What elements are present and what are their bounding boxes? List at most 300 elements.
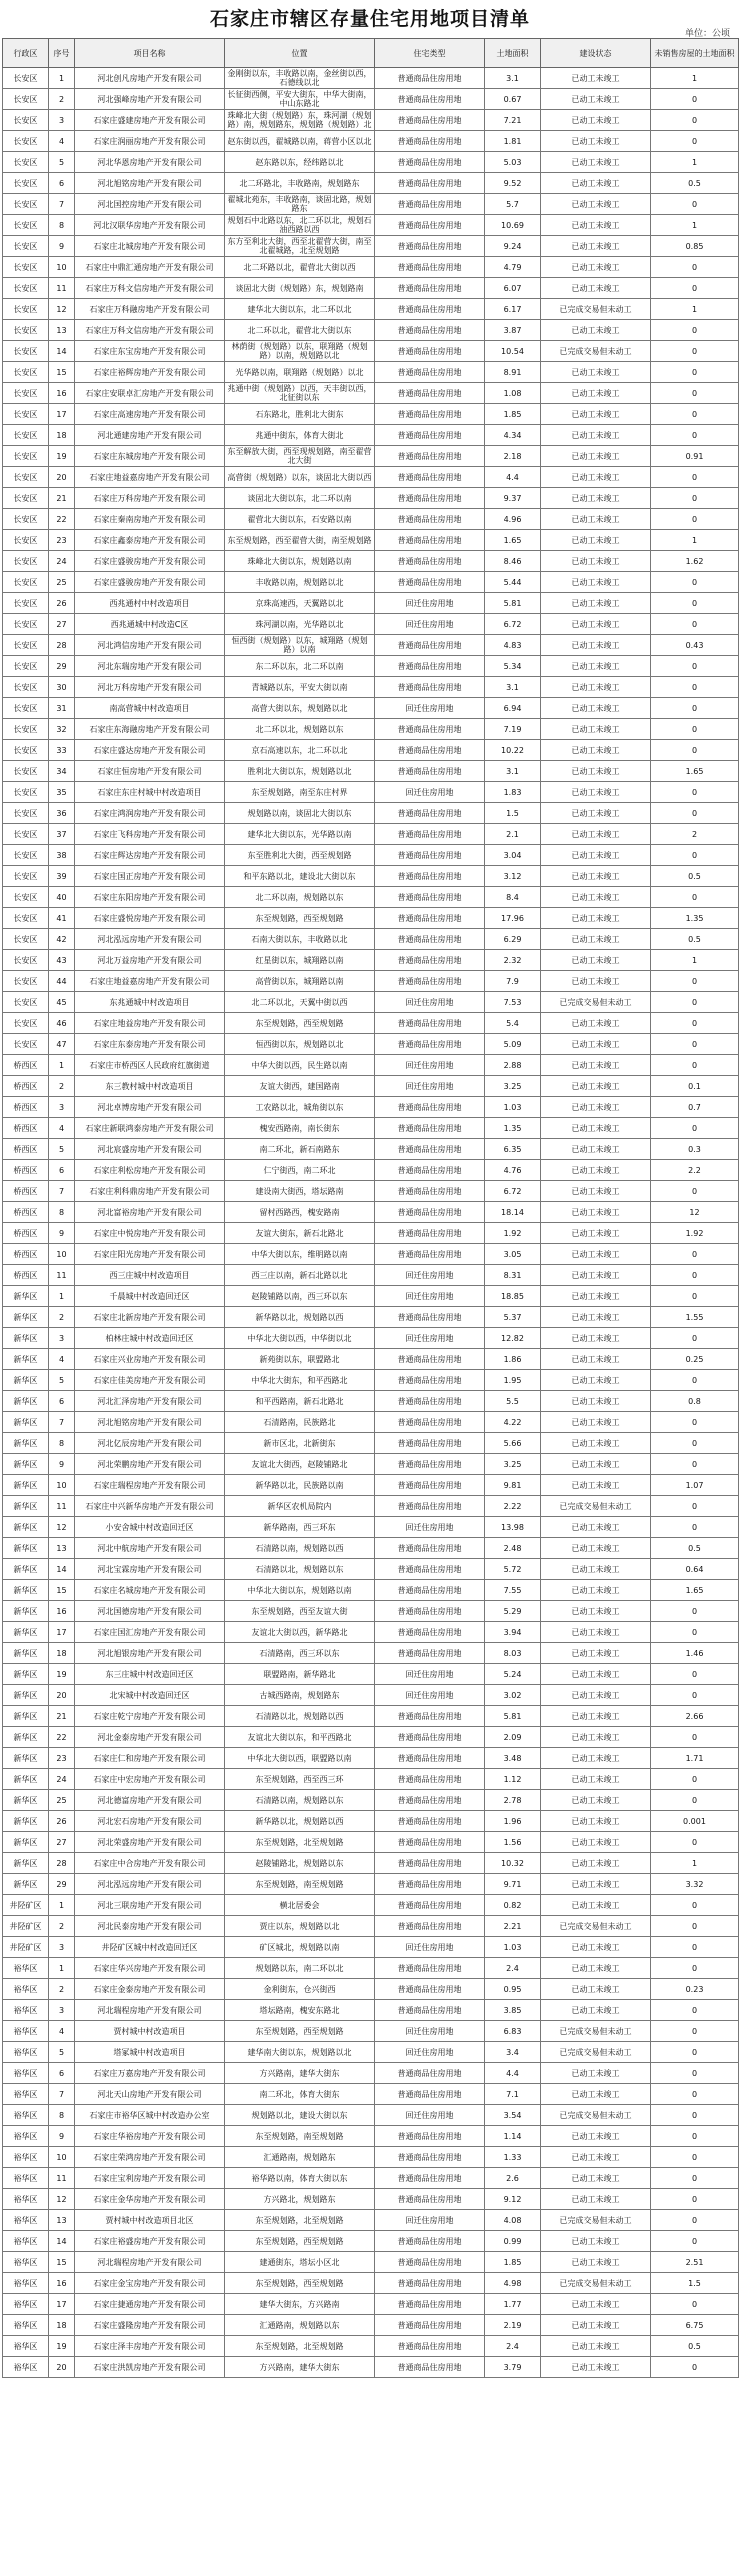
cell-housing-type: 普通商品住房用地 <box>375 1811 485 1832</box>
cell-location: 古城西路南，规划路东 <box>225 1685 375 1706</box>
cell-location: 中华北大街东，和平西路北 <box>225 1370 375 1391</box>
table-row <box>3 1307 739 1328</box>
cell-index: 32 <box>49 719 75 740</box>
cell-build-status: 已动工未竣工 <box>541 2189 651 2210</box>
cell-housing-type: 普通商品住房用地 <box>375 1181 485 1202</box>
cell-index: 44 <box>49 971 75 992</box>
cell-build-status: 已动工未竣工 <box>541 1223 651 1244</box>
cell-build-status: 已动工未竣工 <box>541 1034 651 1055</box>
cell-housing-type: 普通商品住房用地 <box>375 362 485 383</box>
cell-housing-type: 普通商品住房用地 <box>375 131 485 152</box>
cell-district: 长安区 <box>3 173 49 194</box>
table-row <box>3 740 739 761</box>
cell-build-status: 已动工未竣工 <box>541 1727 651 1748</box>
cell-location: 东至规划路，南至规划路 <box>225 2126 375 2147</box>
cell-project-name: 石家庄名城房地产开发有限公司 <box>75 1580 225 1601</box>
cell-district: 长安区 <box>3 950 49 971</box>
cell-build-status: 已动工未竣工 <box>541 551 651 572</box>
cell-build-status: 已动工未竣工 <box>541 467 651 488</box>
cell-housing-type: 普通商品住房用地 <box>375 1391 485 1412</box>
cell-location: 东至规划路，西至规划路 <box>225 908 375 929</box>
cell-unsold-area: 0 <box>651 971 739 992</box>
cell-unsold-area: 0 <box>651 278 739 299</box>
cell-build-status: 已动工未竣工 <box>541 89 651 110</box>
cell-project-name: 石家庄安联卓汇房地产开发有限公司 <box>75 383 225 404</box>
cell-housing-type: 普通商品住房用地 <box>375 1979 485 2000</box>
cell-project-name: 南高营城中村改造项目 <box>75 698 225 719</box>
cell-unsold-area: 0.7 <box>651 1097 739 1118</box>
cell-unsold-area: 0.64 <box>651 1559 739 1580</box>
cell-index: 25 <box>49 1790 75 1811</box>
table-row <box>3 110 739 131</box>
cell-unsold-area: 0 <box>651 1895 739 1916</box>
cell-housing-type: 普通商品住房用地 <box>375 215 485 236</box>
table-row <box>3 698 739 719</box>
cell-housing-type: 普通商品住房用地 <box>375 1916 485 1937</box>
cell-index: 38 <box>49 845 75 866</box>
table-row <box>3 2252 739 2273</box>
cell-district: 新华区 <box>3 1391 49 1412</box>
cell-project-name: 石家庄地益嘉房地产开发有限公司 <box>75 971 225 992</box>
cell-unsold-area: 0 <box>651 677 739 698</box>
cell-housing-type: 普通商品住房用地 <box>375 2147 485 2168</box>
cell-project-name: 石家庄盛达房地产开发有限公司 <box>75 740 225 761</box>
cell-district: 长安区 <box>3 530 49 551</box>
cell-unsold-area: 1.55 <box>651 1307 739 1328</box>
cell-build-status: 已动工未竣工 <box>541 782 651 803</box>
cell-unsold-area: 0 <box>651 2105 739 2126</box>
cell-land-area: 6.83 <box>485 2021 541 2042</box>
cell-land-area: 3.1 <box>485 761 541 782</box>
cell-district: 裕华区 <box>3 2294 49 2315</box>
cell-land-area: 8.4 <box>485 887 541 908</box>
cell-index: 2 <box>49 1979 75 2000</box>
cell-housing-type: 普通商品住房用地 <box>375 761 485 782</box>
cell-project-name: 河北强峰房地产开发有限公司 <box>75 89 225 110</box>
cell-index: 12 <box>49 2189 75 2210</box>
cell-unsold-area: 0 <box>651 2147 739 2168</box>
cell-district: 新华区 <box>3 1286 49 1307</box>
cell-unsold-area: 0.1 <box>651 1076 739 1097</box>
cell-project-name: 河北鸿信房地产开发有限公司 <box>75 635 225 656</box>
cell-build-status: 已动工未竣工 <box>541 2147 651 2168</box>
cell-location: 规划路以东，南二环以北 <box>225 1958 375 1979</box>
cell-project-name: 石家庄恒房地产开发有限公司 <box>75 761 225 782</box>
cell-build-status: 已动工未竣工 <box>541 761 651 782</box>
cell-land-area: 1.56 <box>485 1832 541 1853</box>
cell-land-area: 6.94 <box>485 698 541 719</box>
cell-land-area: 0.99 <box>485 2231 541 2252</box>
cell-index: 9 <box>49 2126 75 2147</box>
cell-location: 方兴路北，规划路东 <box>225 2189 375 2210</box>
cell-index: 2 <box>49 1307 75 1328</box>
cell-location: 高营街（规划路）以东，谈固北大街以西 <box>225 467 375 488</box>
cell-location: 谈固北大街（规划路）东，规划路南 <box>225 278 375 299</box>
cell-unsold-area: 0.3 <box>651 1139 739 1160</box>
cell-location: 工农路以北，城角街以东 <box>225 1097 375 1118</box>
cell-build-status: 已动工未竣工 <box>541 509 651 530</box>
cell-district: 长安区 <box>3 929 49 950</box>
cell-housing-type: 回迁住房用地 <box>375 1685 485 1706</box>
cell-index: 22 <box>49 1727 75 1748</box>
cell-index: 10 <box>49 257 75 278</box>
cell-index: 5 <box>49 2042 75 2063</box>
cell-land-area: 5.66 <box>485 1433 541 1454</box>
cell-project-name: 石家庄盛建房地产开发有限公司 <box>75 110 225 131</box>
table-row <box>3 1097 739 1118</box>
cell-housing-type: 普通商品住房用地 <box>375 1223 485 1244</box>
cell-land-area: 1.85 <box>485 2252 541 2273</box>
cell-project-name: 石家庄鑫泰房地产开发有限公司 <box>75 530 225 551</box>
cell-project-name: 西三庄城中村改造项目 <box>75 1265 225 1286</box>
table-row <box>3 1265 739 1286</box>
cell-project-name: 石家庄中悦房地产开发有限公司 <box>75 1223 225 1244</box>
cell-index: 26 <box>49 593 75 614</box>
table-row <box>3 1643 739 1664</box>
table-row <box>3 1118 739 1139</box>
cell-land-area: 4.34 <box>485 425 541 446</box>
cell-build-status: 已动工未竣工 <box>541 68 651 89</box>
cell-land-area: 0.67 <box>485 89 541 110</box>
cell-unsold-area: 0 <box>651 2084 739 2105</box>
cell-project-name: 石家庄万嘉房地产开发有限公司 <box>75 2063 225 2084</box>
cell-build-status: 已动工未竣工 <box>541 488 651 509</box>
cell-index: 45 <box>49 992 75 1013</box>
table-row <box>3 1622 739 1643</box>
cell-housing-type: 普通商品住房用地 <box>375 2315 485 2336</box>
cell-project-name: 石家庄瑞程房地产开发有限公司 <box>75 1475 225 1496</box>
cell-index: 8 <box>49 1202 75 1223</box>
cell-housing-type: 普通商品住房用地 <box>375 887 485 908</box>
cell-housing-type: 普通商品住房用地 <box>375 2336 485 2357</box>
cell-index: 7 <box>49 2084 75 2105</box>
cell-unsold-area: 0 <box>651 1244 739 1265</box>
cell-build-status: 已动工未竣工 <box>541 2063 651 2084</box>
cell-district: 裕华区 <box>3 2189 49 2210</box>
cell-district: 长安区 <box>3 299 49 320</box>
cell-unsold-area: 0 <box>651 467 739 488</box>
cell-district: 长安区 <box>3 782 49 803</box>
cell-index: 24 <box>49 1769 75 1790</box>
cell-project-name: 石家庄金华房地产开发有限公司 <box>75 2189 225 2210</box>
cell-project-name: 河北德富房地产开发有限公司 <box>75 1790 225 1811</box>
cell-land-area: 5.09 <box>485 1034 541 1055</box>
cell-unsold-area: 0.91 <box>651 446 739 467</box>
cell-project-name: 石家庄洪凯房地产开发有限公司 <box>75 2357 225 2378</box>
cell-district: 井陉矿区 <box>3 1937 49 1958</box>
cell-index: 17 <box>49 404 75 425</box>
cell-land-area: 3.54 <box>485 2105 541 2126</box>
header-land-area: 土地面积 <box>485 39 541 68</box>
cell-build-status: 已动工未竣工 <box>541 2252 651 2273</box>
cell-district: 裕华区 <box>3 2000 49 2021</box>
cell-housing-type: 回迁住房用地 <box>375 2042 485 2063</box>
cell-build-status: 已动工未竣工 <box>541 1664 651 1685</box>
cell-index: 13 <box>49 1538 75 1559</box>
cell-unsold-area: 0 <box>651 1685 739 1706</box>
cell-index: 27 <box>49 614 75 635</box>
cell-location: 林荫街（规划路）以东，联翔路（规划路）以南，规划路以北 <box>225 341 375 362</box>
cell-unsold-area: 0 <box>651 320 739 341</box>
cell-housing-type: 普通商品住房用地 <box>375 1643 485 1664</box>
cell-project-name: 石家庄国正房地产开发有限公司 <box>75 866 225 887</box>
table-row <box>3 1328 739 1349</box>
cell-location: 石东路北，胜利北大街东 <box>225 404 375 425</box>
cell-unsold-area: 0 <box>651 110 739 131</box>
cell-location: 东二环以东，北二环以南 <box>225 656 375 677</box>
cell-district: 长安区 <box>3 1013 49 1034</box>
cell-unsold-area: 0 <box>651 425 739 446</box>
table-row <box>3 1013 739 1034</box>
cell-location: 翟城北苑东，丰收路南，谈固北路，规划路东 <box>225 194 375 215</box>
cell-housing-type: 普通商品住房用地 <box>375 320 485 341</box>
table-row <box>3 362 739 383</box>
cell-district: 新华区 <box>3 1517 49 1538</box>
cell-project-name: 石家庄中宏房地产开发有限公司 <box>75 1769 225 1790</box>
cell-housing-type: 回迁住房用地 <box>375 1664 485 1685</box>
cell-land-area: 7.19 <box>485 719 541 740</box>
cell-project-name: 石家庄北新房地产开发有限公司 <box>75 1307 225 1328</box>
cell-district: 新华区 <box>3 1454 49 1475</box>
cell-land-area: 2.32 <box>485 950 541 971</box>
cell-land-area: 4.83 <box>485 635 541 656</box>
cell-land-area: 5.03 <box>485 152 541 173</box>
cell-build-status: 已动工未竣工 <box>541 1811 651 1832</box>
cell-district: 长安区 <box>3 194 49 215</box>
cell-project-name: 石家庄盛悦房地产开发有限公司 <box>75 908 225 929</box>
cell-unsold-area: 0 <box>651 887 739 908</box>
cell-district: 裕华区 <box>3 2231 49 2252</box>
cell-housing-type: 普通商品住房用地 <box>375 1580 485 1601</box>
cell-housing-type: 回迁住房用地 <box>375 593 485 614</box>
cell-build-status: 已动工未竣工 <box>541 1055 651 1076</box>
cell-build-status: 已动工未竣工 <box>541 803 651 824</box>
cell-index: 5 <box>49 1139 75 1160</box>
cell-district: 长安区 <box>3 110 49 131</box>
cell-index: 11 <box>49 1265 75 1286</box>
cell-district: 长安区 <box>3 446 49 467</box>
cell-land-area: 5.72 <box>485 1559 541 1580</box>
table-row <box>3 845 739 866</box>
cell-unsold-area: 0 <box>651 2294 739 2315</box>
cell-land-area: 9.52 <box>485 173 541 194</box>
cell-district: 长安区 <box>3 593 49 614</box>
cell-index: 16 <box>49 2273 75 2294</box>
cell-housing-type: 普通商品住房用地 <box>375 1601 485 1622</box>
cell-index: 18 <box>49 425 75 446</box>
cell-index: 1 <box>49 1055 75 1076</box>
cell-build-status: 已动工未竣工 <box>541 1244 651 1265</box>
cell-housing-type: 普通商品住房用地 <box>375 1559 485 1580</box>
cell-index: 16 <box>49 1601 75 1622</box>
cell-district: 长安区 <box>3 698 49 719</box>
cell-index: 3 <box>49 110 75 131</box>
cell-location: 规划路以北，建设大街以东 <box>225 2105 375 2126</box>
cell-index: 15 <box>49 362 75 383</box>
cell-district: 新华区 <box>3 1643 49 1664</box>
cell-district: 裕华区 <box>3 2147 49 2168</box>
cell-project-name: 河北泓远房地产开发有限公司 <box>75 929 225 950</box>
cell-housing-type: 普通商品住房用地 <box>375 950 485 971</box>
cell-location: 谈固北大街以东，北二环以南 <box>225 488 375 509</box>
table-row <box>3 1076 739 1097</box>
cell-build-status: 已动工未竣工 <box>541 1013 651 1034</box>
cell-index: 22 <box>49 509 75 530</box>
cell-housing-type: 回迁住房用地 <box>375 992 485 1013</box>
cell-housing-type: 普通商品住房用地 <box>375 1370 485 1391</box>
cell-land-area: 10.22 <box>485 740 541 761</box>
cell-location: 石清路南，西三环以东 <box>225 1643 375 1664</box>
cell-build-status: 已动工未竣工 <box>541 1286 651 1307</box>
cell-land-area: 3.1 <box>485 677 541 698</box>
table-row <box>3 719 739 740</box>
cell-project-name: 石家庄地益房地产开发有限公司 <box>75 1013 225 1034</box>
cell-housing-type: 回迁住房用地 <box>375 614 485 635</box>
cell-build-status: 已动工未竣工 <box>541 1685 651 1706</box>
cell-housing-type: 普通商品住房用地 <box>375 572 485 593</box>
cell-district: 桥西区 <box>3 1076 49 1097</box>
cell-location: 石清路南，民族路北 <box>225 1412 375 1433</box>
table-row <box>3 1811 739 1832</box>
cell-build-status: 已动工未竣工 <box>541 824 651 845</box>
cell-land-area: 3.25 <box>485 1076 541 1097</box>
cell-unsold-area: 0 <box>651 614 739 635</box>
cell-project-name: 石家庄东海融房地产开发有限公司 <box>75 719 225 740</box>
cell-land-area: 9.12 <box>485 2189 541 2210</box>
cell-housing-type: 普通商品住房用地 <box>375 635 485 656</box>
cell-unsold-area: 0 <box>651 1790 739 1811</box>
cell-unsold-area: 0 <box>651 1034 739 1055</box>
cell-project-name: 河北万科房地产开发有限公司 <box>75 677 225 698</box>
cell-location: 赵陵铺路以南，西三环以东 <box>225 1286 375 1307</box>
cell-district: 长安区 <box>3 152 49 173</box>
cell-district: 裕华区 <box>3 2252 49 2273</box>
cell-housing-type: 普通商品住房用地 <box>375 341 485 362</box>
cell-housing-type: 回迁住房用地 <box>375 2105 485 2126</box>
cell-project-name: 石家庄万科房地产开发有限公司 <box>75 488 225 509</box>
cell-unsold-area: 0 <box>651 2168 739 2189</box>
cell-district: 长安区 <box>3 866 49 887</box>
cell-location: 北二环路北，丰收路南，规划路东 <box>225 173 375 194</box>
cell-district: 长安区 <box>3 320 49 341</box>
cell-index: 19 <box>49 446 75 467</box>
cell-district: 新华区 <box>3 1349 49 1370</box>
cell-location: 建通街东，塔坛小区北 <box>225 2252 375 2273</box>
cell-build-status: 已动工未竣工 <box>541 1517 651 1538</box>
cell-housing-type: 回迁住房用地 <box>375 1265 485 1286</box>
table-row <box>3 761 739 782</box>
cell-build-status: 已动工未竣工 <box>541 1412 651 1433</box>
cell-unsold-area: 0 <box>651 404 739 425</box>
cell-index: 14 <box>49 2231 75 2252</box>
cell-location: 友谊大街东，新石北路北 <box>225 1223 375 1244</box>
cell-land-area: 3.48 <box>485 1748 541 1769</box>
cell-district: 长安区 <box>3 635 49 656</box>
table-row <box>3 1727 739 1748</box>
cell-land-area: 9.24 <box>485 236 541 257</box>
table-row <box>3 635 739 656</box>
cell-index: 14 <box>49 341 75 362</box>
cell-location: 金利街东，仓兴街西 <box>225 1979 375 2000</box>
cell-land-area: 10.69 <box>485 215 541 236</box>
table-row <box>3 1916 739 1937</box>
cell-housing-type: 普通商品住房用地 <box>375 1412 485 1433</box>
cell-index: 2 <box>49 1916 75 1937</box>
cell-housing-type: 普通商品住房用地 <box>375 530 485 551</box>
cell-district: 长安区 <box>3 656 49 677</box>
cell-district: 新华区 <box>3 1769 49 1790</box>
cell-build-status: 已动工未竣工 <box>541 194 651 215</box>
cell-housing-type: 回迁住房用地 <box>375 1076 485 1097</box>
cell-index: 8 <box>49 2105 75 2126</box>
cell-unsold-area: 0.85 <box>651 236 739 257</box>
cell-index: 15 <box>49 2252 75 2273</box>
cell-index: 5 <box>49 152 75 173</box>
cell-project-name: 石家庄兴业房地产开发有限公司 <box>75 1349 225 1370</box>
cell-housing-type: 普通商品住房用地 <box>375 1013 485 1034</box>
table-row <box>3 2357 739 2378</box>
cell-build-status: 已动工未竣工 <box>541 2315 651 2336</box>
cell-land-area: 17.96 <box>485 908 541 929</box>
cell-unsold-area: 0 <box>651 992 739 1013</box>
cell-district: 新华区 <box>3 1664 49 1685</box>
cell-unsold-area: 0 <box>651 2210 739 2231</box>
cell-project-name: 井陉矿区城中村改造回迁区 <box>75 1937 225 1958</box>
cell-project-name: 石家庄裕盛房地产开发有限公司 <box>75 2231 225 2252</box>
cell-housing-type: 普通商品住房用地 <box>375 1307 485 1328</box>
cell-land-area: 4.22 <box>485 1412 541 1433</box>
cell-unsold-area: 0 <box>651 89 739 110</box>
cell-build-status: 已动工未竣工 <box>541 614 651 635</box>
cell-district: 桥西区 <box>3 1160 49 1181</box>
cell-location: 石清路以北，规划路以东 <box>225 1559 375 1580</box>
table-row <box>3 152 739 173</box>
table-row <box>3 1517 739 1538</box>
cell-location: 东至规划路，北至规划路 <box>225 1832 375 1853</box>
cell-project-name: 石家庄捷通房地产开发有限公司 <box>75 2294 225 2315</box>
cell-unsold-area: 1.71 <box>651 1748 739 1769</box>
cell-land-area: 6.72 <box>485 614 541 635</box>
cell-housing-type: 普通商品住房用地 <box>375 929 485 950</box>
table-row <box>3 2042 739 2063</box>
cell-build-status: 已动工未竣工 <box>541 1622 651 1643</box>
cell-index: 6 <box>49 1391 75 1412</box>
cell-location: 方兴路南，建华大街东 <box>225 2063 375 2084</box>
cell-unsold-area: 0 <box>651 1769 739 1790</box>
cell-location: 中华大街以东，维明路以南 <box>225 1244 375 1265</box>
cell-index: 8 <box>49 1433 75 1454</box>
cell-housing-type: 普通商品住房用地 <box>375 278 485 299</box>
cell-index: 15 <box>49 1580 75 1601</box>
cell-land-area: 2.6 <box>485 2168 541 2189</box>
table-row <box>3 2294 739 2315</box>
cell-index: 10 <box>49 2147 75 2168</box>
cell-build-status: 已动工未竣工 <box>541 698 651 719</box>
cell-build-status: 已动工未竣工 <box>541 1265 651 1286</box>
cell-unsold-area: 0 <box>651 2000 739 2021</box>
table-row <box>3 1559 739 1580</box>
cell-land-area: 1.92 <box>485 1223 541 1244</box>
cell-district: 桥西区 <box>3 1265 49 1286</box>
cell-location: 新苑街以东，联盟路北 <box>225 1349 375 1370</box>
cell-district: 裕华区 <box>3 2273 49 2294</box>
table-row <box>3 551 739 572</box>
cell-location: 东方至利北大街，西至北翟营大街，南至北翟城路，北至规划路 <box>225 236 375 257</box>
cell-land-area: 1.14 <box>485 2126 541 2147</box>
cell-district: 新华区 <box>3 1832 49 1853</box>
cell-build-status: 已动工未竣工 <box>541 635 651 656</box>
cell-housing-type: 回迁住房用地 <box>375 698 485 719</box>
